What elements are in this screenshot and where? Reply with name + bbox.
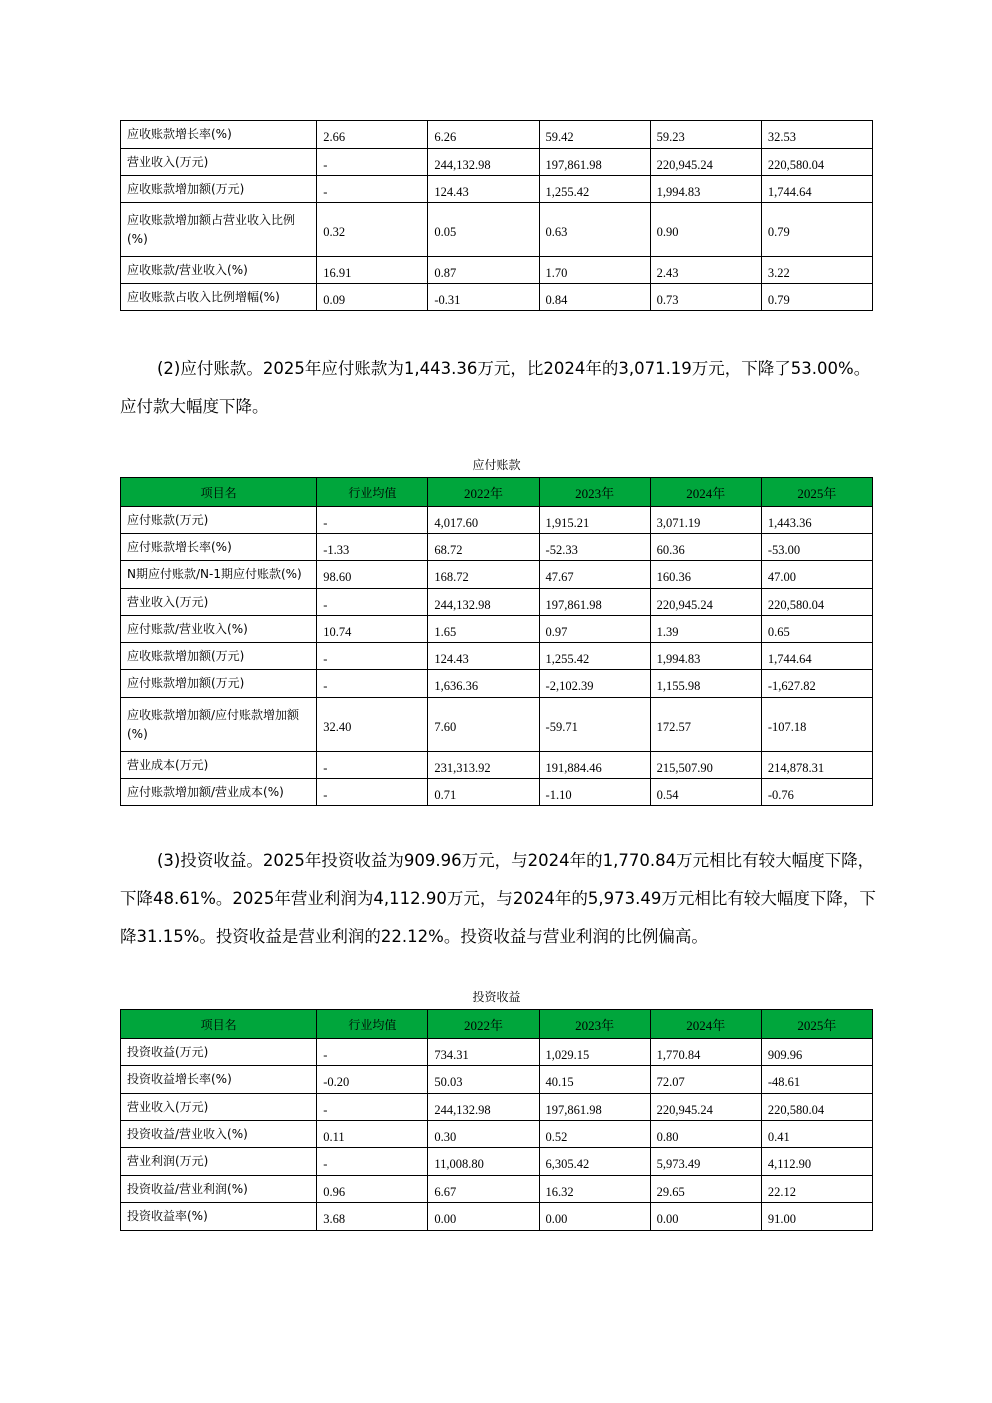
column-header: 2025年 — [761, 1010, 872, 1039]
table-cell: 0.00 — [650, 1203, 761, 1231]
table-cell: 1,443.36 — [761, 507, 872, 534]
table-cell: 0.54 — [650, 779, 761, 806]
table-row — [121, 1094, 873, 1121]
receivables-table-body — [121, 121, 873, 311]
table-cell: 60.36 — [650, 534, 761, 561]
table-cell: 214,878.31 — [761, 752, 872, 779]
table-cell: 220,945.24 — [650, 1094, 761, 1121]
column-header: 2022年 — [428, 478, 539, 507]
table-cell: 0.09 — [317, 284, 428, 311]
table-cell: 32.53 — [761, 121, 872, 149]
row-label: 应付账款增加额(万元) — [121, 670, 317, 698]
table-cell: 124.43 — [428, 176, 539, 203]
table-cell: 0.96 — [317, 1176, 428, 1203]
table-cell: 59.42 — [539, 121, 650, 149]
row-label: 营业利润(万元) — [121, 1148, 317, 1176]
table-cell: 1,255.42 — [539, 176, 650, 203]
table-cell: 91.00 — [761, 1203, 872, 1231]
column-header: 2022年 — [428, 1010, 539, 1039]
table-cell: 11,008.80 — [428, 1148, 539, 1176]
table-cell: 1.65 — [428, 616, 539, 643]
table-cell: 6.67 — [428, 1176, 539, 1203]
table-cell: 244,132.98 — [428, 1094, 539, 1121]
table-row — [121, 616, 873, 643]
table-cell: 124.43 — [428, 643, 539, 670]
table-cell: 16.91 — [317, 257, 428, 284]
table-cell: 220,580.04 — [761, 149, 872, 176]
table-cell: -0.76 — [761, 779, 872, 806]
row-label: 应收账款增加额占营业收入比例(%) — [121, 203, 317, 257]
column-header: 2024年 — [650, 478, 761, 507]
table-row — [121, 698, 873, 752]
table-cell: 2.66 — [317, 121, 428, 149]
row-label: 应付账款增长率(%) — [121, 534, 317, 561]
payables-table-body — [121, 507, 873, 806]
table-cell: 0.00 — [428, 1203, 539, 1231]
table-cell: 6.26 — [428, 121, 539, 149]
row-label: 营业收入(万元) — [121, 149, 317, 176]
column-header: 项目名 — [121, 478, 317, 507]
table-cell: 168.72 — [428, 561, 539, 589]
table-cell: - — [317, 149, 428, 176]
table-cell: -52.33 — [539, 534, 650, 561]
table-row — [121, 752, 873, 779]
row-label: 应收账款/营业收入(%) — [121, 257, 317, 284]
table-cell: 909.96 — [761, 1039, 872, 1066]
table-cell: 6,305.42 — [539, 1148, 650, 1176]
row-label: 应收账款增加额(万元) — [121, 176, 317, 203]
table-row — [121, 176, 873, 203]
table-cell: 72.07 — [650, 1066, 761, 1094]
table-cell: 1,155.98 — [650, 670, 761, 698]
table-cell: - — [317, 670, 428, 698]
table-cell: -107.18 — [761, 698, 872, 752]
table-row — [121, 1148, 873, 1176]
table-cell: 244,132.98 — [428, 589, 539, 616]
investment-table-body — [121, 1039, 873, 1231]
table-cell: -1.33 — [317, 534, 428, 561]
table-row — [121, 1121, 873, 1148]
table-row — [121, 149, 873, 176]
table-cell: 197,861.98 — [539, 589, 650, 616]
table-cell: 220,580.04 — [761, 1094, 872, 1121]
table-cell: - — [317, 589, 428, 616]
table-cell: 3.22 — [761, 257, 872, 284]
table-cell: 40.15 — [539, 1066, 650, 1094]
row-label: 投资收益增长率(%) — [121, 1066, 317, 1094]
table-cell: - — [317, 779, 428, 806]
table-cell: 29.65 — [650, 1176, 761, 1203]
row-label: 应付账款/营业收入(%) — [121, 616, 317, 643]
table-cell: 10.74 — [317, 616, 428, 643]
row-label: N期应付账款/N-1期应付账款(%) — [121, 561, 317, 589]
table-cell: 1,994.83 — [650, 176, 761, 203]
table-cell: 0.90 — [650, 203, 761, 257]
column-header: 2025年 — [761, 478, 872, 507]
table-cell: 0.11 — [317, 1121, 428, 1148]
table-row — [121, 284, 873, 311]
receivables-table — [120, 120, 873, 311]
paragraph-investment-income: (3)投资收益。2025年投资收益为909.96万元，与2024年的1,770.84万元相比有较大幅度下降，下降48.61%。2025年营业利润为4,112.90万元，与2024年的5,973.49万元相比有较大幅度下降，下降31.15%。投资收益是营业利润的22.12%。投资收益与营业利润的比例偏高。 — [120, 851, 876, 946]
table-cell: 16.32 — [539, 1176, 650, 1203]
table-cell: 220,945.24 — [650, 149, 761, 176]
table-cell: 32.40 — [317, 698, 428, 752]
row-label: 应收账款增加额/应付账款增加额(%) — [121, 698, 317, 752]
column-header: 2023年 — [539, 1010, 650, 1039]
table-cell: 59.23 — [650, 121, 761, 149]
column-header: 项目名 — [121, 1010, 317, 1039]
table-cell: 0.79 — [761, 284, 872, 311]
row-label: 应收账款增长率(%) — [121, 121, 317, 149]
table-cell: 47.00 — [761, 561, 872, 589]
table-cell: 220,945.24 — [650, 589, 761, 616]
table-cell: - — [317, 176, 428, 203]
table-cell: -0.31 — [428, 284, 539, 311]
table-cell: 68.72 — [428, 534, 539, 561]
table-cell: -53.00 — [761, 534, 872, 561]
table-cell: 98.60 — [317, 561, 428, 589]
table-cell: 1.70 — [539, 257, 650, 284]
table-cell: 0.80 — [650, 1121, 761, 1148]
row-label: 投资收益/营业利润(%) — [121, 1176, 317, 1203]
table-cell: 244,132.98 — [428, 149, 539, 176]
table-cell: 0.30 — [428, 1121, 539, 1148]
table-cell: 0.63 — [539, 203, 650, 257]
row-label: 营业成本(万元) — [121, 752, 317, 779]
row-label: 应付账款(万元) — [121, 507, 317, 534]
table-cell: 4,017.60 — [428, 507, 539, 534]
table-cell: 0.73 — [650, 284, 761, 311]
table-row — [121, 670, 873, 698]
table-cell: 1,744.64 — [761, 643, 872, 670]
table-row — [121, 257, 873, 284]
table-cell: 0.32 — [317, 203, 428, 257]
table-cell: - — [317, 1039, 428, 1066]
table-cell: 50.03 — [428, 1066, 539, 1094]
table-cell: 0.00 — [539, 1203, 650, 1231]
column-header: 行业均值 — [317, 1010, 428, 1039]
table-cell: 0.05 — [428, 203, 539, 257]
table-cell: -1.10 — [539, 779, 650, 806]
table-cell: -2,102.39 — [539, 670, 650, 698]
investment-header-row — [121, 1010, 873, 1039]
table-row — [121, 1176, 873, 1203]
table-cell: -1,627.82 — [761, 670, 872, 698]
row-label: 投资收益/营业收入(%) — [121, 1121, 317, 1148]
table-cell: 734.31 — [428, 1039, 539, 1066]
table-cell: 172.57 — [650, 698, 761, 752]
table-cell: 7.60 — [428, 698, 539, 752]
table-cell: 4,112.90 — [761, 1148, 872, 1176]
table-cell: 1,915.21 — [539, 507, 650, 534]
column-header: 行业均值 — [317, 478, 428, 507]
row-label: 应收账款占收入比例增幅(%) — [121, 284, 317, 311]
table-cell: -0.20 — [317, 1066, 428, 1094]
table-row — [121, 589, 873, 616]
table-row — [121, 561, 873, 589]
row-label: 投资收益率(%) — [121, 1203, 317, 1231]
table-cell: 0.84 — [539, 284, 650, 311]
table-cell: - — [317, 643, 428, 670]
payables-table — [120, 477, 873, 806]
table-cell: 1.39 — [650, 616, 761, 643]
table-cell: 47.67 — [539, 561, 650, 589]
table-cell: 1,029.15 — [539, 1039, 650, 1066]
table-cell: 22.12 — [761, 1176, 872, 1203]
table-cell: 0.79 — [761, 203, 872, 257]
investment-income-table — [120, 1009, 873, 1231]
table-cell: 215,507.90 — [650, 752, 761, 779]
table-cell: 197,861.98 — [539, 1094, 650, 1121]
table-cell: -59.71 — [539, 698, 650, 752]
column-header: 2024年 — [650, 1010, 761, 1039]
investment-table-caption: 投资收益 — [472, 990, 521, 1004]
table-cell: 5,973.49 — [650, 1148, 761, 1176]
table-cell: 0.52 — [539, 1121, 650, 1148]
table-cell: 1,744.64 — [761, 176, 872, 203]
table-cell: 3.68 — [317, 1203, 428, 1231]
table-row — [121, 1203, 873, 1231]
table-cell: - — [317, 752, 428, 779]
table-cell: 160.36 — [650, 561, 761, 589]
table-row — [121, 203, 873, 257]
column-header: 2023年 — [539, 478, 650, 507]
table-row — [121, 507, 873, 534]
table-cell: 220,580.04 — [761, 589, 872, 616]
table-cell: 231,313.92 — [428, 752, 539, 779]
table-cell: 1,770.84 — [650, 1039, 761, 1066]
row-label: 投资收益(万元) — [121, 1039, 317, 1066]
table-row — [121, 1039, 873, 1066]
table-cell: 2.43 — [650, 257, 761, 284]
table-cell: 0.97 — [539, 616, 650, 643]
table-cell: 0.65 — [761, 616, 872, 643]
row-label: 营业收入(万元) — [121, 1094, 317, 1121]
table-cell: 3,071.19 — [650, 507, 761, 534]
row-label: 应收账款增加额(万元) — [121, 643, 317, 670]
table-cell: 0.41 — [761, 1121, 872, 1148]
row-label: 应付账款增加额/营业成本(%) — [121, 779, 317, 806]
table-row — [121, 643, 873, 670]
payables-table-caption: 应付账款 — [472, 458, 521, 472]
table-cell: 191,884.46 — [539, 752, 650, 779]
table-row — [121, 1066, 873, 1094]
table-row — [121, 779, 873, 806]
table-cell: - — [317, 507, 428, 534]
table-cell: 197,861.98 — [539, 149, 650, 176]
table-cell: 1,255.42 — [539, 643, 650, 670]
table-row — [121, 534, 873, 561]
table-cell: - — [317, 1148, 428, 1176]
row-label: 营业收入(万元) — [121, 589, 317, 616]
table-cell: 0.87 — [428, 257, 539, 284]
payables-header-row — [121, 478, 873, 507]
table-row — [121, 121, 873, 149]
table-cell: 0.71 — [428, 779, 539, 806]
table-cell: - — [317, 1094, 428, 1121]
table-cell: 1,994.83 — [650, 643, 761, 670]
paragraph-payables: (2)应付账款。2025年应付账款为1,443.36万元，比2024年的3,071.19万元，下降了53.00%。应付款大幅度下降。 — [120, 359, 871, 416]
table-cell: 1,636.36 — [428, 670, 539, 698]
table-cell: -48.61 — [761, 1066, 872, 1094]
